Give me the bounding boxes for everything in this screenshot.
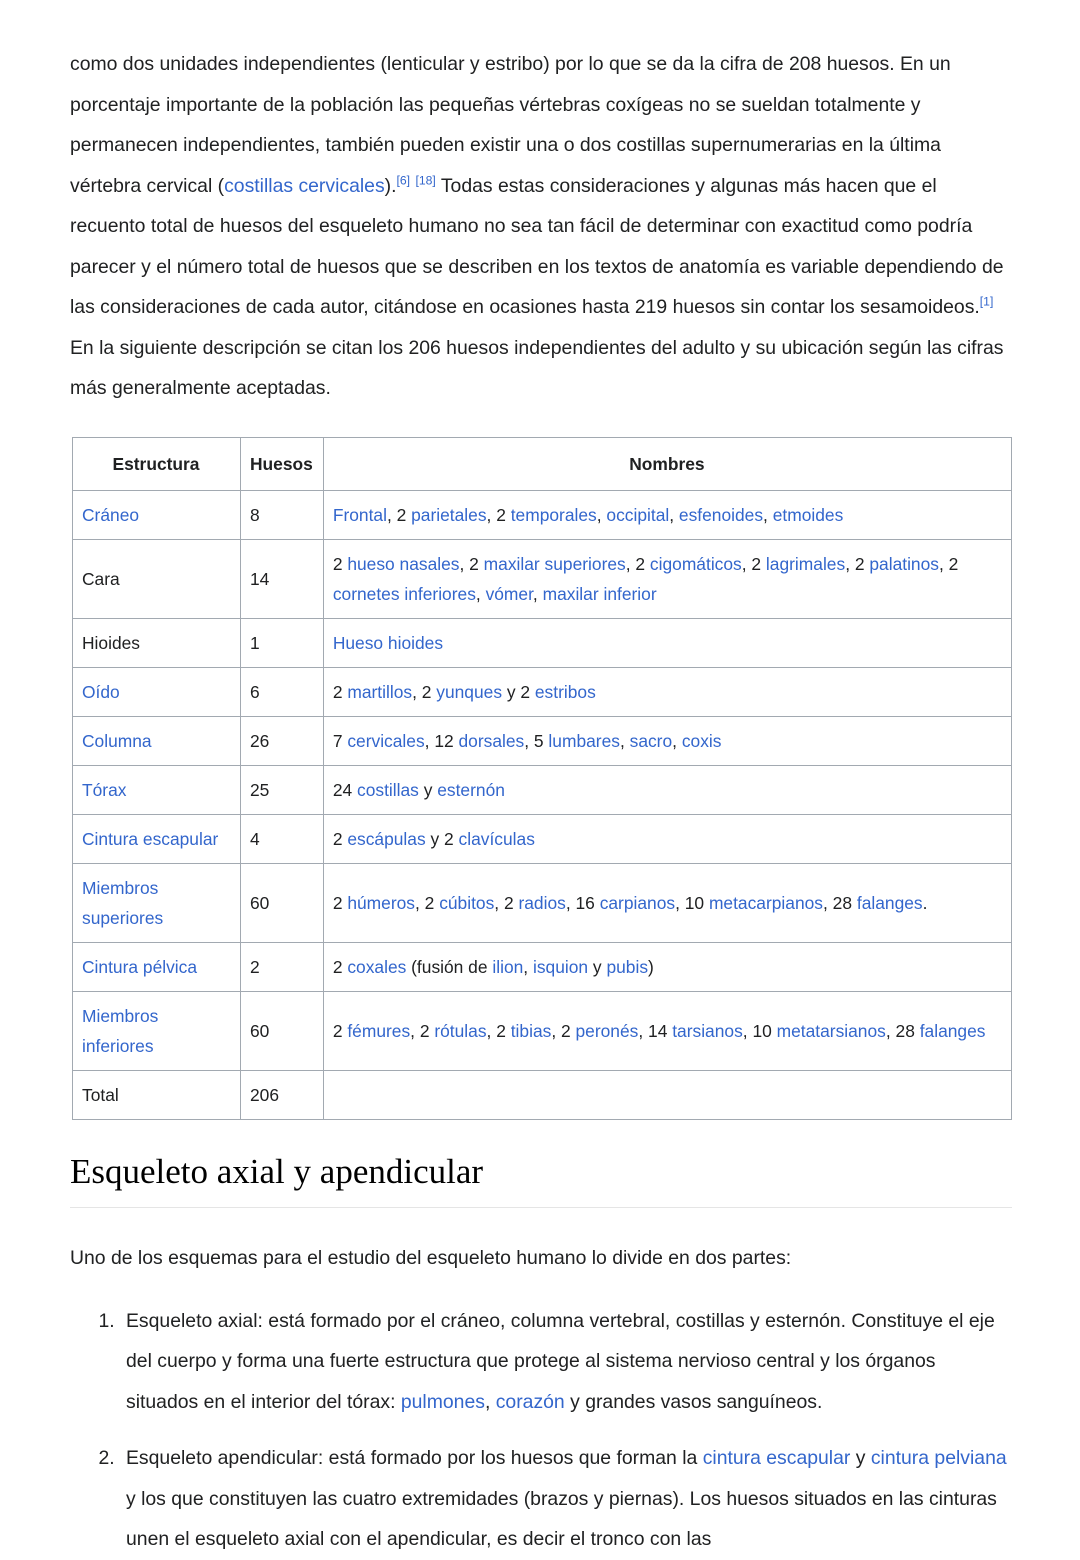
- paragraph-bone-count: [70, 44, 1012, 409]
- table-row: [73, 667, 1012, 716]
- text-run: Esqueleto axial: está formado por el cráneo, columna vertebral, costillas y esternón. Constituye el eje del cuerpo y forma una fuerte estructura que protege al sistema nervioso central y los órganos situados en el interior del tórax:: [126, 1309, 995, 1413]
- link-bone-name[interactable]: húmeros: [347, 892, 416, 913]
- text-run: 2: [332, 956, 348, 977]
- cell-huesos: 60: [241, 863, 324, 942]
- cell-huesos: 6: [241, 667, 324, 716]
- cell-nombres: [323, 1070, 1011, 1119]
- link-anatomy-term[interactable]: cintura escapular: [702, 1447, 851, 1470]
- text-run: , 10: [742, 1020, 777, 1041]
- table-header: [73, 437, 1012, 490]
- link-bone-name[interactable]: coxales: [347, 956, 407, 977]
- link-bone-name[interactable]: coxis: [681, 730, 722, 751]
- table-row: [73, 863, 1012, 942]
- skeleton-parts-list: [70, 1301, 1012, 1560]
- text-run: ,: [484, 1390, 496, 1413]
- link-anatomy-term[interactable]: cintura pelviana: [870, 1447, 1007, 1470]
- column-header-estructura: Estructura: [73, 437, 241, 490]
- link-bone-name[interactable]: estribos: [534, 681, 596, 702]
- link-bone-name[interactable]: maxilar superiores: [483, 553, 626, 574]
- text-run: , 2: [486, 504, 511, 525]
- cell-estructura: [73, 942, 241, 991]
- link-bone-name[interactable]: martillos: [347, 681, 413, 702]
- paragraph-segment: Todas estas consideraciones y algunas más hacen que el recuento total de huesos del esqueleto humano no sea tan fácil de determinar con exactitud como podría parecer y el número total de huesos que se describen en los textos de anatomía es variable dependiendo de las consideraciones de cada autor, citándose en ocasiones hasta 219 huesos sin contar los sesamoideos.: [70, 174, 1004, 318]
- link-estructura[interactable]: Cintura escapular: [82, 828, 219, 849]
- text-run: , 2: [459, 553, 484, 574]
- link-bone-name[interactable]: falanges: [919, 1020, 986, 1041]
- text-run: ): [648, 956, 654, 977]
- reference-marker-18: [415, 173, 435, 187]
- text-run: (fusión de: [406, 956, 493, 977]
- cell-nombres: [323, 716, 1011, 765]
- reference-marker-6: [397, 173, 411, 187]
- table-row: [73, 618, 1012, 667]
- column-header-nombres: Nombres: [323, 437, 1011, 490]
- link-bone-name[interactable]: etmoides: [772, 504, 844, 525]
- text-run: 7: [332, 730, 348, 751]
- table-row: [73, 765, 1012, 814]
- text-run: ,: [669, 504, 679, 525]
- text-run: , 2: [845, 553, 870, 574]
- link-bone-name[interactable]: rótulas: [434, 1020, 487, 1041]
- cell-estructura: Cara: [73, 539, 241, 618]
- cell-huesos: 4: [241, 814, 324, 863]
- paragraph-segment: ).: [384, 174, 397, 197]
- text-run: , 10: [675, 892, 709, 913]
- link-bone-name[interactable]: occipital: [606, 504, 670, 525]
- link-estructura[interactable]: Miembros inferiores: [82, 1005, 159, 1056]
- text-run: 2: [332, 1020, 348, 1041]
- text-run: ,: [596, 504, 607, 525]
- link-bone-name[interactable]: yunques: [436, 681, 503, 702]
- link-bone-name[interactable]: cornetes inferiores: [332, 583, 476, 604]
- text-run: ,: [672, 730, 682, 751]
- text-run: , 2: [415, 892, 440, 913]
- text-run: , 2: [938, 553, 959, 574]
- cell-nombres: [323, 765, 1011, 814]
- text-run: .: [922, 892, 928, 913]
- cell-estructura: [73, 490, 241, 539]
- cell-huesos: 206: [241, 1070, 324, 1119]
- cell-nombres: [323, 863, 1011, 942]
- link-bone-name[interactable]: Frontal: [332, 504, 387, 525]
- link-bone-name[interactable]: sacro: [629, 730, 673, 751]
- link-bone-name[interactable]: falanges: [856, 892, 923, 913]
- link-bone-name[interactable]: clavículas: [458, 828, 535, 849]
- link-bone-name[interactable]: pubis: [606, 956, 649, 977]
- link-bone-name[interactable]: carpianos: [599, 892, 676, 913]
- text-run: Esqueleto apendicular: está formado por los huesos que forman la: [126, 1447, 703, 1470]
- reference-link-1[interactable]: [1]: [979, 294, 994, 309]
- cell-huesos: 1: [241, 618, 324, 667]
- text-run: , 2: [494, 892, 519, 913]
- table-row: [73, 942, 1012, 991]
- link-anatomy-term[interactable]: corazón: [495, 1390, 565, 1413]
- paragraph-segment: En la siguiente descripción se citan los 206 huesos independientes del adulto y su ubicación según las cifras más generalmente aceptadas.: [70, 336, 1004, 399]
- text-run: 2: [332, 892, 348, 913]
- text-run: , 2: [741, 553, 766, 574]
- text-run: ,: [619, 730, 630, 751]
- text-run: , 2: [486, 1020, 511, 1041]
- reference-marker-1: [980, 295, 994, 309]
- link-bone-name[interactable]: peronés: [575, 1020, 639, 1041]
- column-header-huesos: Huesos: [241, 437, 324, 490]
- text-run: , 2: [410, 1020, 435, 1041]
- text-run: y: [850, 1447, 871, 1470]
- bone-count-table: [72, 437, 1012, 1120]
- text-run: , 2: [551, 1020, 576, 1041]
- text-run: y: [418, 779, 438, 800]
- text-run: , 5: [524, 730, 549, 751]
- list-item: [120, 1301, 1012, 1423]
- link-bone-name[interactable]: metatarsianos: [776, 1020, 886, 1041]
- text-run: , 14: [638, 1020, 673, 1041]
- cell-nombres: [323, 539, 1011, 618]
- text-run: ,: [475, 583, 486, 604]
- cell-estructura: [73, 716, 241, 765]
- text-run: , 2: [386, 504, 412, 525]
- cell-nombres: [323, 618, 1011, 667]
- table-row: [73, 539, 1012, 618]
- text-run: 2: [332, 681, 348, 702]
- text-run: ,: [532, 583, 543, 604]
- link-bone-name[interactable]: costillas: [357, 779, 419, 800]
- text-run: , 2: [412, 681, 437, 702]
- link-bone-name[interactable]: radios: [518, 892, 566, 913]
- table-header-row: [73, 437, 1012, 490]
- cell-nombres: [323, 490, 1011, 539]
- paragraph-segment: como dos unidades independientes (lenticular y estribo) por lo que se da la cifra de 208 huesos. En un porcentaje importante de la población las pequeñas vértebras coxígeas no se sueldan totalmente y permanecen independientes, también pueden existir una o dos costillas supernumerarias en la última vértebra cervical (: [70, 53, 951, 197]
- text-run: y los que constituyen las cuatro extremidades (brazos y piernas). Los huesos situados en las cinturas unen el esqueleto axial con el apendicular, es decir el tronco con las: [126, 1487, 997, 1551]
- reference-link-6[interactable]: [6]: [396, 173, 411, 188]
- link-bone-name[interactable]: lagrimales: [765, 553, 846, 574]
- link-bone-name[interactable]: metacarpianos: [708, 892, 824, 913]
- section-heading-esqueleto-axial-apendicular: Esqueleto axial y apendicular: [70, 1150, 1012, 1209]
- link-anatomy-term[interactable]: pulmones: [400, 1390, 485, 1413]
- cell-nombres: [323, 814, 1011, 863]
- table-row: [73, 716, 1012, 765]
- cell-estructura: [73, 863, 241, 942]
- link-estructura[interactable]: Miembros superiores: [82, 877, 164, 928]
- link-bone-name[interactable]: parietales: [411, 504, 487, 525]
- link-bone-name[interactable]: lumbares: [548, 730, 620, 751]
- cell-nombres: [323, 942, 1011, 991]
- text-run: y: [588, 956, 607, 977]
- text-run: , 2: [625, 553, 650, 574]
- text-run: , 28: [885, 1020, 920, 1041]
- text-run: y 2: [502, 681, 535, 702]
- link-bone-name[interactable]: cervicales: [347, 730, 425, 751]
- section-intro-paragraph: Uno de los esquemas para el estudio del esqueleto humano lo divide en dos partes:: [70, 1247, 792, 1270]
- link-bone-name[interactable]: dorsales: [458, 730, 525, 751]
- cell-estructura: [73, 765, 241, 814]
- table-row: [73, 490, 1012, 539]
- link-costillas-cervicales[interactable]: costillas cervicales: [224, 174, 385, 197]
- link-estructura[interactable]: Cráneo: [82, 504, 140, 525]
- link-bone-name[interactable]: isquion: [532, 956, 589, 977]
- cell-nombres: [323, 667, 1011, 716]
- cell-huesos: 2: [241, 942, 324, 991]
- link-bone-name[interactable]: palatinos: [869, 553, 939, 574]
- table-body: [73, 490, 1012, 1119]
- link-bone-name[interactable]: Hueso hioides: [332, 632, 444, 653]
- link-bone-name[interactable]: tibias: [510, 1020, 552, 1041]
- link-estructura[interactable]: Oído: [82, 681, 120, 702]
- cell-huesos: 14: [241, 539, 324, 618]
- cell-estructura: Hioides: [73, 618, 241, 667]
- text-run: , 16: [565, 892, 600, 913]
- link-estructura[interactable]: Cintura pélvica: [82, 956, 198, 977]
- link-bone-name[interactable]: temporales: [510, 504, 597, 525]
- link-bone-name[interactable]: hueso nasales: [347, 553, 460, 574]
- link-bone-name[interactable]: esfenoides: [678, 504, 764, 525]
- link-bone-name[interactable]: tarsianos: [672, 1020, 743, 1041]
- link-bone-name[interactable]: cúbitos: [439, 892, 495, 913]
- link-bone-name[interactable]: ilion: [492, 956, 524, 977]
- text-run: y grandes vasos sanguíneos.: [564, 1390, 823, 1413]
- text-run: ,: [763, 504, 773, 525]
- text-run: ,: [523, 956, 533, 977]
- link-estructura[interactable]: Columna: [82, 730, 152, 751]
- link-bone-name[interactable]: esternón: [437, 779, 505, 800]
- text-run: 24: [332, 779, 358, 800]
- text-run: y 2: [425, 828, 459, 849]
- cell-huesos: 60: [241, 991, 324, 1070]
- table-row: [73, 814, 1012, 863]
- cell-huesos: 25: [241, 765, 324, 814]
- link-bone-name[interactable]: escápulas: [347, 828, 426, 849]
- link-bone-name[interactable]: maxilar inferior: [542, 583, 657, 604]
- cell-estructura: Total: [73, 1070, 241, 1119]
- list-item: [120, 1438, 1012, 1560]
- cell-estructura: [73, 814, 241, 863]
- text-run: 2: [332, 828, 348, 849]
- cell-huesos: 8: [241, 490, 324, 539]
- reference-link-18[interactable]: [18]: [415, 173, 436, 188]
- table-row: [73, 1070, 1012, 1119]
- text-run: 2: [332, 553, 348, 574]
- link-bone-name[interactable]: fémures: [347, 1020, 411, 1041]
- text-run: , 12: [424, 730, 459, 751]
- text-run: , 28: [823, 892, 857, 913]
- cell-huesos: 26: [241, 716, 324, 765]
- cell-estructura: [73, 667, 241, 716]
- cell-estructura: [73, 991, 241, 1070]
- cell-nombres: [323, 991, 1011, 1070]
- link-bone-name[interactable]: vómer: [485, 583, 533, 604]
- link-estructura[interactable]: Tórax: [82, 779, 127, 800]
- table-row: [73, 991, 1012, 1070]
- link-bone-name[interactable]: cigomáticos: [649, 553, 742, 574]
